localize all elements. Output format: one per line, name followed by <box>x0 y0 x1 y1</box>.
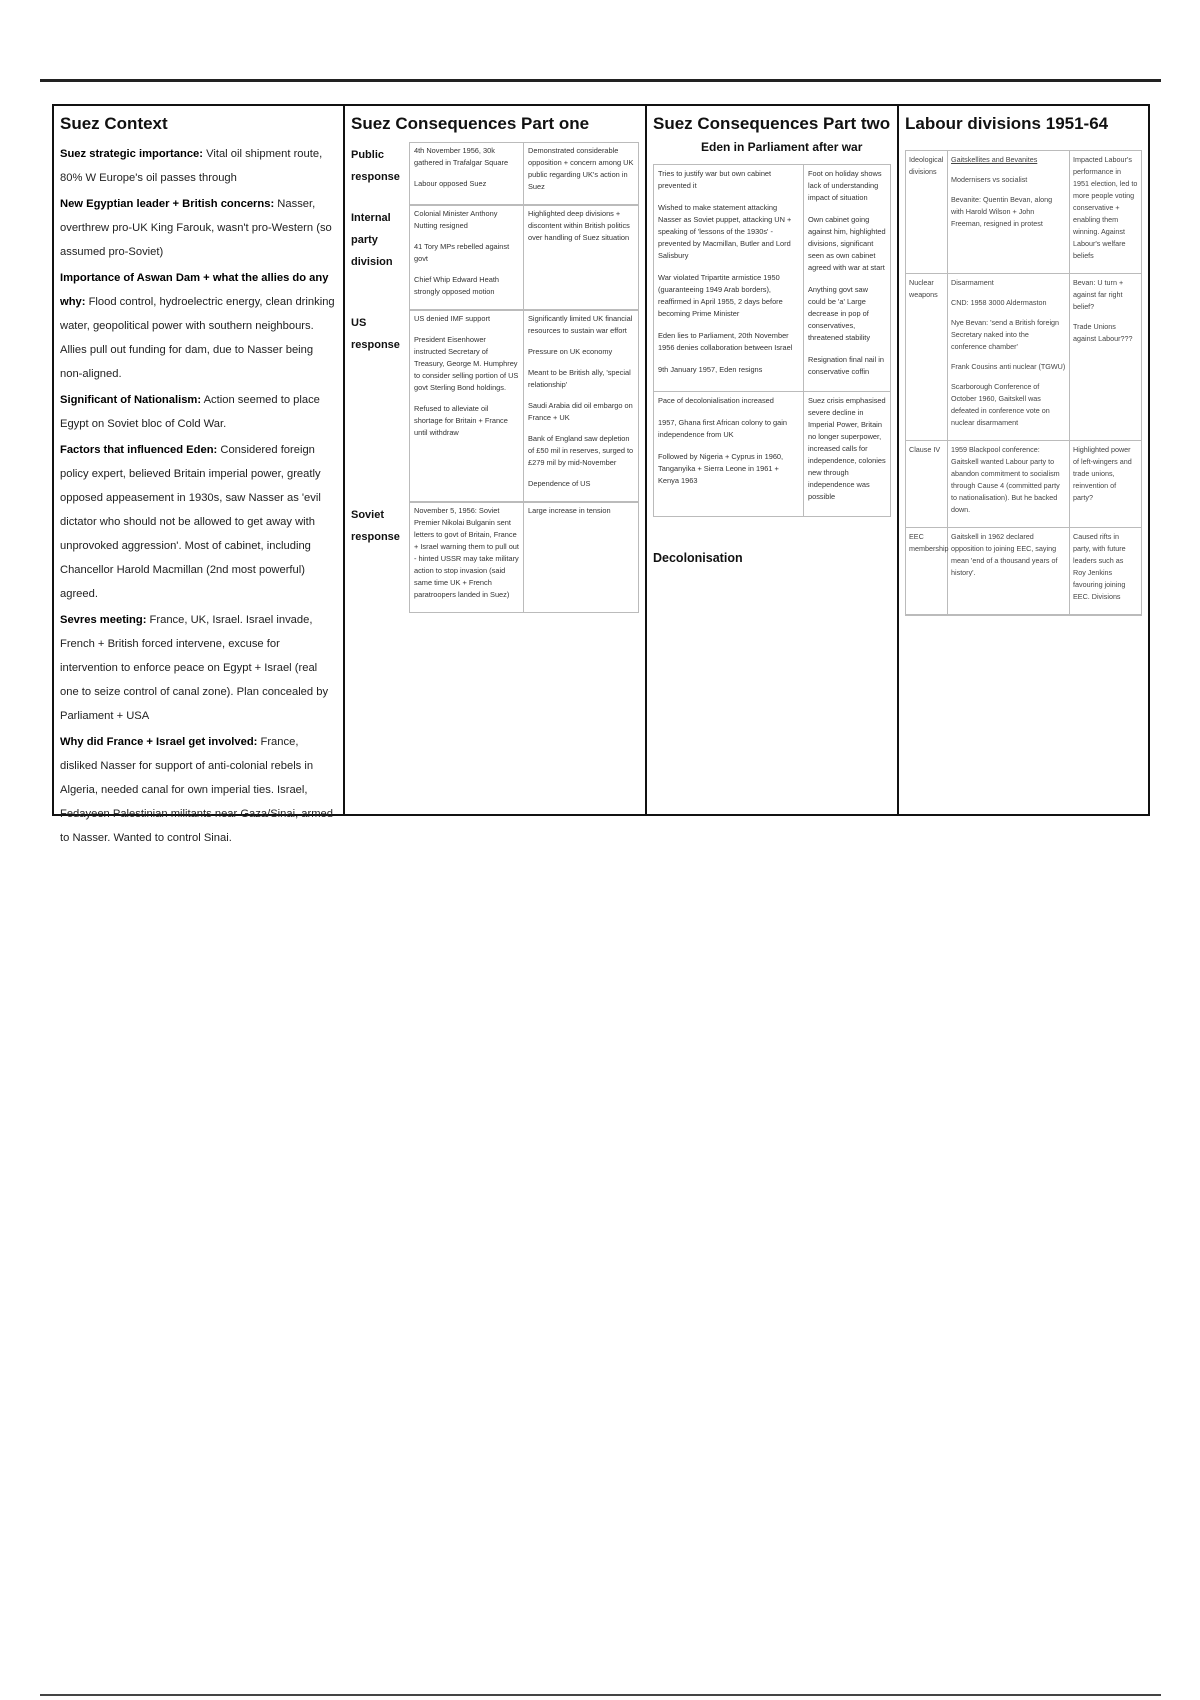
row-details <box>948 441 1070 528</box>
section-table <box>409 142 639 205</box>
bottom-rule <box>40 1694 1161 1696</box>
column-title: Suez Consequences Part one <box>351 114 590 133</box>
section-label: Soviet response <box>351 509 400 543</box>
event-text: 4th November 1956, 30k gathered in Trafalgar Square <box>414 146 509 167</box>
event-text: Eden lies to Parliament, 20th November 1956 denies collaboration between Israel <box>658 331 793 352</box>
row-impact <box>1070 528 1141 615</box>
detail-text: Gaitskell in 1962 declared opposition to joining EEC, saying mean 'end of a thousand years of history'. <box>951 532 1058 577</box>
context-heading: New Egyptian leader + British concerns: <box>60 198 275 210</box>
section-impact <box>524 311 638 501</box>
section-events <box>410 206 524 309</box>
context-text: Nasser, overthrew pro-UK King Farouk, wasn't pro-Western (so assumed pro-Soviet) <box>60 198 332 258</box>
context-heading: Factors that influenced Eden: <box>60 444 218 456</box>
context-list <box>60 142 337 850</box>
column-consequences-part-two <box>647 106 899 814</box>
event-text: Chief Whip Edward Heath strongly opposed motion <box>414 275 500 296</box>
column-title: Suez Consequences Part two <box>653 114 891 133</box>
context-text: France, disliked Nasser for support of anti-colonial rebels in Algeria, needed canal for own imperial ties. Israel, Fedayeen Palestinian militants near Gaza/Sinai, armed to Nasser. Wanted to control Sinai. <box>60 736 333 844</box>
table-impact <box>804 165 890 391</box>
top-rule <box>40 79 1161 82</box>
decolonisation-heading: Decolonisation <box>653 551 743 565</box>
event-text: Labour opposed Suez <box>414 179 487 188</box>
row-label: Ideological divisions <box>906 151 948 274</box>
section-label: US response <box>351 317 400 351</box>
table-events <box>654 165 804 391</box>
impact-text: Dependence of US <box>528 479 591 488</box>
impact-text: Resignation final nail in conservative coffin <box>808 355 885 376</box>
impact-text: Saudi Arabia did oil embargo on France + UK <box>528 401 633 422</box>
event-text: 9th January 1957, Eden resigns <box>658 365 763 374</box>
context-heading: Significant of Nationalism: <box>60 394 202 406</box>
context-text: Vital oil shipment route, 80% W Europe's oil passes through <box>60 148 323 184</box>
section-impact <box>524 503 638 612</box>
section-label: Internal party division <box>351 212 393 268</box>
event-text: Tries to justify war but own cabinet prevented it <box>658 169 772 190</box>
detail-text: Frank Cousins anti nuclear (TGWU) <box>951 362 1066 371</box>
column-subtitle: Eden in Parliament after war <box>701 140 863 154</box>
detail-text: 1959 Blackpool conference: Gaitskell wanted Labour party to abandon commitment to socialism through Cause 4 (committed party to nationalisation). But he backed down. <box>951 445 1060 514</box>
row-label: Nuclear weapons <box>906 274 948 441</box>
detail-text: Gaitskellites and Bevanites <box>951 155 1038 164</box>
section-events <box>410 311 524 501</box>
context-text: Action seemed to place Egypt on Soviet bloc of Cold War. <box>60 394 320 430</box>
row-impact <box>1070 441 1141 528</box>
detail-text: Scarborough Conference of October 1960, Gaitskell was defeated in conference vote on nuclear disarmament <box>951 382 1050 427</box>
context-item <box>60 266 337 386</box>
section-internal-party-division <box>351 205 639 310</box>
detail-text: Modernisers vs socialist <box>951 175 1028 184</box>
row-label: Clause IV <box>906 441 948 528</box>
labour-table <box>905 150 1142 616</box>
impact-text: Pressure on UK economy <box>528 347 613 356</box>
impact-text: Large increase in tension <box>528 506 611 515</box>
context-text: France, UK, Israel. Israel invade, French + British forced intervene, excuse for intervention to enforce peace on Egypt + Israel (real one to seize control of canal zone). Plan concealed by Parliament + USA <box>60 614 329 722</box>
table-events <box>654 392 804 516</box>
context-item <box>60 142 337 190</box>
impact-text: Significantly limited UK financial resources to sustain war effort <box>528 314 633 335</box>
event-text: Wished to make statement attacking Nasser as Soviet puppet, attacking UN + speaking of 'lessons of the 1930s' - prevented by Macmillan, Butler and Lord Salisbury <box>658 203 792 260</box>
detail-text: CND: 1958 3000 Aldermaston <box>951 298 1047 307</box>
row-impact <box>1070 274 1141 441</box>
event-text: Followed by Nigeria + Cyprus in 1960, Tanganyika + Sierra Leone in 1961 + Kenya 1963 <box>658 452 784 485</box>
impact-text: Trade Unions against Labour??? <box>1073 322 1133 343</box>
column-consequences-part-one <box>345 106 647 814</box>
impact-text: Meant to be British ally, 'special relationship' <box>528 368 631 389</box>
column-title: Suez Context <box>60 114 168 133</box>
context-heading: Why did France + Israel get involved: <box>60 736 258 748</box>
eden-parliament-table <box>653 164 891 392</box>
event-text: 1957, Ghana first African colony to gain independence from UK <box>658 418 788 439</box>
section-table <box>409 205 639 310</box>
impact-text: Suez crisis emphasised severe decline in Imperial Power, Britain no longer superpower, increased calls for independence, colonies new through independence was possible <box>808 396 886 501</box>
context-item <box>60 438 337 606</box>
impact-text: Foot on holiday shows lack of understanding impact of situation <box>808 169 882 202</box>
event-text: President Eisenhower instructed Secretary of Treasury, George M. Humphrey to consider selling portion of US govt Sterling Bond holdings. <box>414 335 519 392</box>
event-text: Colonial Minister Anthony Nutting resigned <box>414 209 498 230</box>
impact-text: Bevan: U turn + against far right belief? <box>1073 278 1124 311</box>
event-text: War violated Tripartite armistice 1950 (guaranteeing 1949 Arab borders), reaffirmed in April 1955, 2 days before becoming Prime Minister <box>658 273 783 318</box>
row-details <box>948 528 1070 615</box>
impact-text: Impacted Labour's performance in 1951 election, led to more people voting conservative + enabling them winning. Against Labour's welfare beliefs <box>1073 155 1138 260</box>
detail-text: Bevanite: Quentin Bevan, along with Harold Wilson + John Freeman, resigned in protest <box>951 195 1053 228</box>
context-item <box>60 608 337 728</box>
row-impact <box>1070 151 1141 274</box>
context-item <box>60 192 337 264</box>
event-text: 41 Tory MPs rebelled against govt <box>414 242 510 263</box>
impact-text: Own cabinet going against him, highlighted divisions, significant seen as own cabinet agreed with war at start <box>808 215 886 272</box>
section-impact <box>524 143 638 204</box>
context-heading: Sevres meeting: <box>60 614 147 626</box>
section-events <box>410 143 524 204</box>
context-item <box>60 388 337 436</box>
column-suez-context <box>54 106 345 844</box>
row-label: EEC membership <box>906 528 948 615</box>
section-impact <box>524 206 638 309</box>
section-us-response <box>351 310 639 502</box>
context-heading: Suez strategic importance: <box>60 148 203 160</box>
section-table <box>409 502 639 613</box>
decolonisation-table <box>653 392 891 517</box>
event-text: Refused to alleviate oil shortage for Britain + France until withdraw <box>414 404 508 437</box>
event-text: Pace of decolonialisation increased <box>658 396 774 405</box>
column-title: Labour divisions 1951-64 <box>905 114 1109 133</box>
section-public-response <box>351 142 639 205</box>
impact-text: Highlighted deep divisions + discontent within British politics over handling of Suez situation <box>528 209 630 242</box>
impact-text: Bank of England saw depletion of £50 mil in reserves, surged to £279 mil by mid-November <box>528 434 634 467</box>
row-details <box>948 274 1070 441</box>
detail-text: Disarmament <box>951 278 994 287</box>
revision-sheet <box>52 104 1150 844</box>
event-text: US denied IMF support <box>414 314 490 323</box>
row-details <box>948 151 1070 274</box>
context-text: Considered foreign policy expert, believed Britain imperial power, greatly opposed appeasement in 1930s, saw Nasser as 'evil dictator who should not be allowed to get away with unprovoked aggression'. Most of cabinet, including Chancellor Harold Macmillan (2nd most powerful) agreed. <box>60 444 321 600</box>
impact-text: Highlighted power of left-wingers and trade unions, reinvention of party? <box>1073 445 1132 502</box>
detail-text: Nye Bevan: 'send a British foreign Secretary naked into the conference chamber' <box>951 318 1060 351</box>
section-table <box>409 310 639 502</box>
section-label: Public response <box>351 149 400 183</box>
event-text: November 5, 1956: Soviet Premier Nikolai Bulganin sent letters to govt of Britain, France + Israel warning them to pull out - hinted USSR may take military action to stop invasion (said same time UK + French paratroopers landed in Suez) <box>414 506 519 599</box>
section-soviet-response <box>351 502 639 613</box>
context-item <box>60 730 337 850</box>
section-events <box>410 503 524 612</box>
context-text: Flood control, hydroelectric energy, clean drinking water, geopolitical power with southern neighbours. Allies pull out funding for dam, due to Nasser being non-aligned. <box>60 296 335 380</box>
impact-text: Demonstrated considerable opposition + concern among UK public regarding UK's action in Suez <box>528 146 634 191</box>
table-impact <box>804 392 890 516</box>
context-heading: Importance of Aswan Dam + what the allies do any why: <box>60 272 329 308</box>
impact-text: Anything govt saw could be 'a' Large decrease in pop of conservatives, threatened stability <box>808 285 871 342</box>
impact-text: Caused rifts in party, with future leaders such as Roy Jenkins favouring joining EEC. Divisions <box>1073 532 1126 601</box>
column-labour-divisions <box>899 106 1148 814</box>
